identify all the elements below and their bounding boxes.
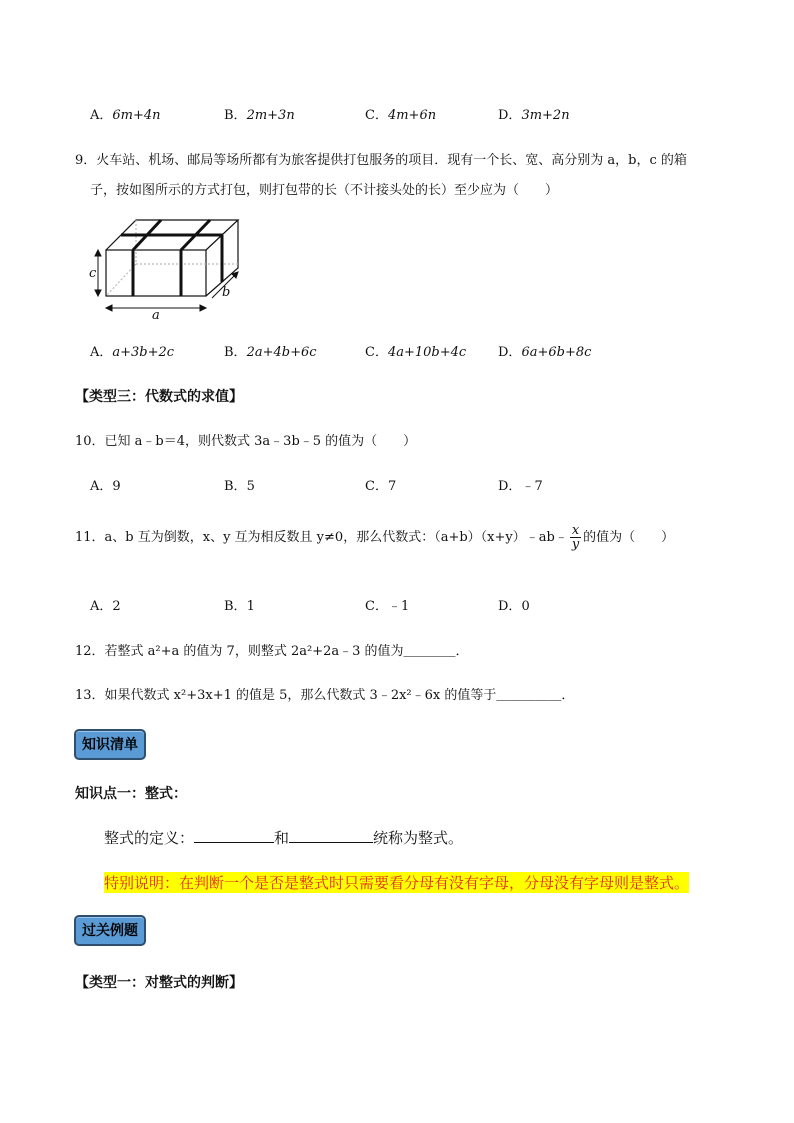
q8-option-b: B．2m+3n	[224, 108, 295, 123]
q9-option-a: A．a+3b+2c	[90, 345, 175, 360]
definition-blank-2	[289, 828, 373, 843]
q11-option-c: C．﹣1	[365, 599, 410, 614]
q9-option-d: D．6a+6b+8c	[498, 345, 592, 360]
q11-option-b: B．1	[224, 599, 255, 614]
q9-stem-line1: 9．火车站、机场、邮局等场所都有为旅客提供打包服务的项目．现有一个长、宽、高分别为 a，b，c 的箱	[75, 153, 687, 168]
q13-stem: 13．如果代数式 x²+3x+1 的值是 5，那么代数式 3﹣2x²﹣6x 的值等于＿＿＿＿＿．	[75, 688, 575, 703]
q10-option-a: A．9	[90, 479, 121, 494]
q10-stem: 10．已知 a﹣b＝4，则代数式 3a﹣3b﹣5 的值为（ ）	[75, 434, 417, 449]
special-note: 特别说明：在判断一个是否是整式时只需要看分母有没有字母，分母没有字母则是整式。	[104, 874, 690, 892]
q10-option-c: C．7	[365, 479, 397, 494]
figure-label-b: b	[222, 285, 231, 300]
q9-option-b: B．2a+4b+6c	[224, 345, 317, 360]
knowledge-list-tag: 知识清单	[74, 729, 146, 760]
q11-stem: 11．a、b 互为倒数，x、y 互为相反数且 y≠0，那么代数式：（a+b）（x+y）﹣ab﹣ $\frac{x}{y}$ 的值为（ ）	[75, 523, 675, 552]
q11-option-a: A．2	[90, 599, 121, 614]
q11-option-d: D．0	[498, 599, 530, 614]
q8-option-a: A．6m+4n	[90, 108, 161, 123]
q11-fraction: $\frac{x}{y}$	[571, 523, 580, 552]
type3-heading: 【类型三：代数式的求值】	[75, 389, 243, 405]
q9-stem-line2: 子，按如图所示的方式打包，则打包带的长（不计接头处的长）至少应为（ ）	[90, 183, 559, 198]
integral-expression-definition: 整式的定义： 和 统称为整式。	[104, 829, 464, 847]
figure-label-a: a	[152, 308, 160, 323]
q8-option-c: C．4m+6n	[365, 108, 437, 123]
figure-label-c: c	[89, 266, 97, 281]
knowledge-point-1-title: 知识点一：整式：	[75, 786, 187, 802]
q9-box-figure	[88, 212, 258, 324]
type1-heading: 【类型一：对整式的判断】	[75, 975, 243, 991]
examples-tag: 过关例题	[74, 915, 146, 946]
q8-option-d: D．3m+2n	[498, 108, 570, 123]
definition-blank-1	[194, 828, 274, 843]
q9-option-c: C．4a+10b+4c	[365, 345, 467, 360]
q10-option-d: D．﹣7	[498, 479, 543, 494]
q10-option-b: B．5	[224, 479, 255, 494]
q12-stem: 12．若整式 a²+a 的值为 7，则整式 2a²+2a﹣3 的值为＿＿＿＿．	[75, 644, 469, 659]
